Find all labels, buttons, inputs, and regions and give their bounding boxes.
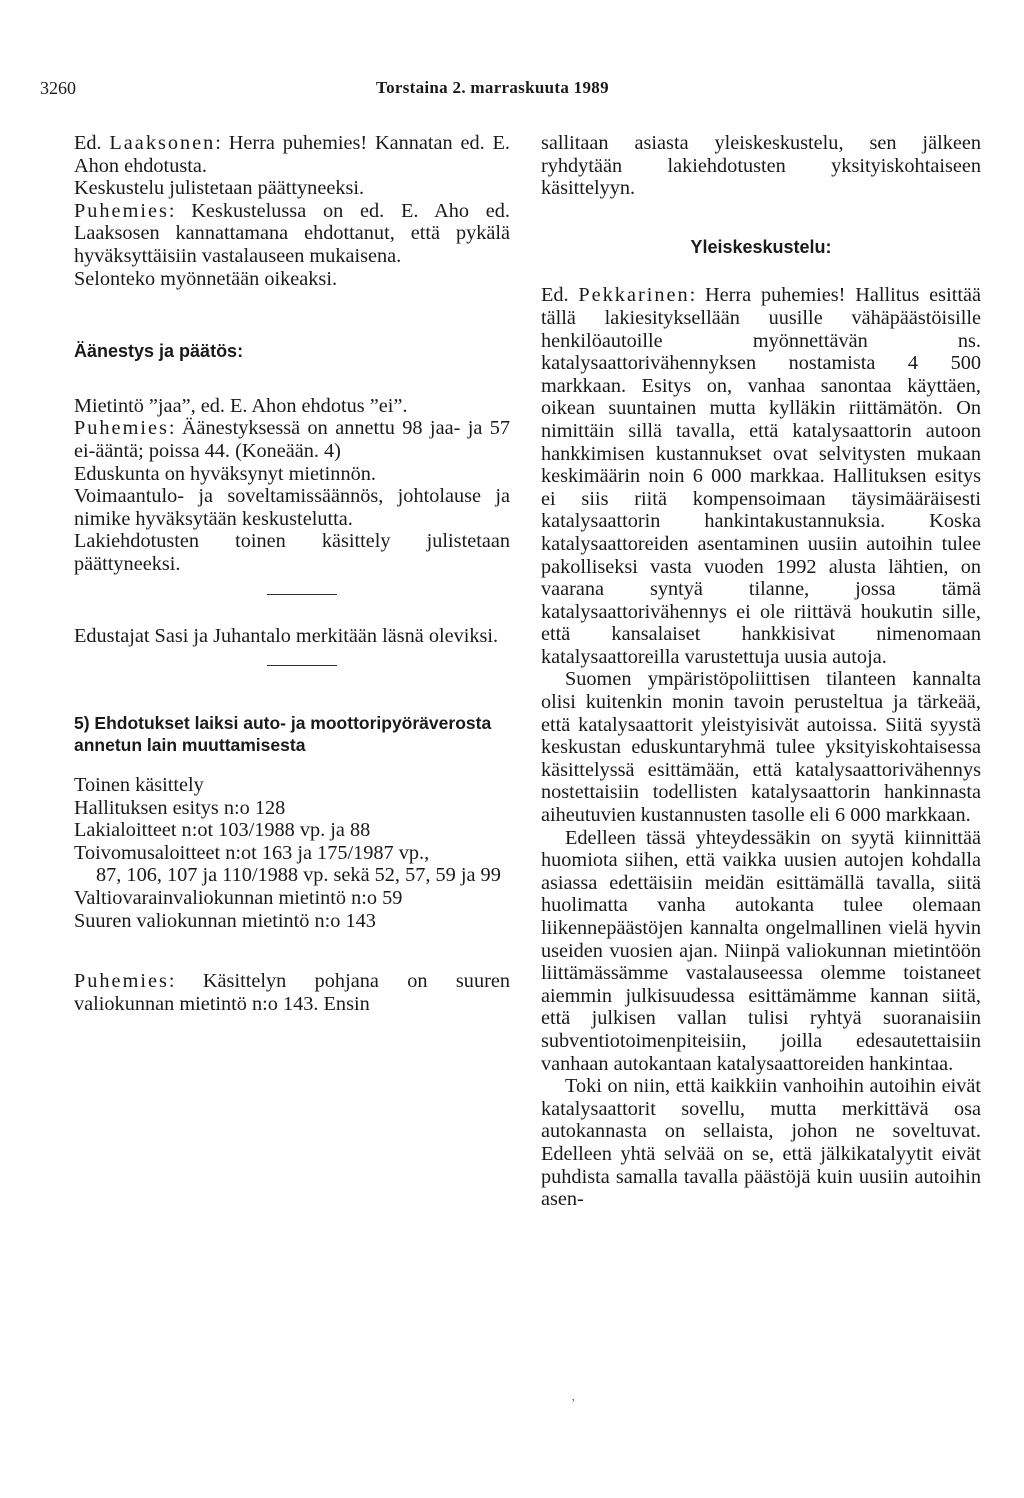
speaker-prefix: Ed. [541, 284, 569, 307]
speaker-name: Puhemies [74, 970, 169, 993]
speaker-name: Puhemies [74, 417, 169, 440]
section-title: 5) Ehdotukset laiksi auto- ja moottoripyöräverosta annetun lain muuttamisesta [74, 713, 492, 756]
left-column [74, 132, 510, 1015]
paragraph-text: : Herra puhemies! Kannatan ed. E. Ahon ehdotusta. [74, 132, 510, 177]
paragraph-speaker-summary [74, 200, 510, 268]
heading-vote: Äänestys ja päätös: [74, 341, 244, 362]
item-list [74, 774, 510, 932]
divider [267, 665, 337, 666]
stray-mark: , [572, 1392, 575, 1403]
list-item: Valtiovarainvaliokunnan mietintö n:o 59 [74, 887, 403, 910]
speaker-name: Pekkarinen [578, 284, 690, 307]
paragraph-report-approved: Selonteko myönnetään oikeaksi. [74, 267, 338, 290]
paragraph-text: : Keskustelussa on ed. E. Aho ed. Laaksosen kannattamana ehdottanut, että pykälä hyväksyttäisiin vastalauseen mukaisena. [74, 199, 510, 267]
paragraph-environment: Suomen ympäristöpoliittisen tilanteen kannalta olisi kuitenkin monin tavoin perusteltua ja tärkeää, että katalysaattorit yleistyisivät autoissa. Siitä syystä keskustan eduskuntaryhmä tulee yksityiskohtaisessa käsittelyssä esittämään, että katalysaattorivähennys nostettaisiin todellisten katalysaattorin hankinnasta aiheutuvien kustannusten tasolle eli 6 000 markkaan. [541, 668, 981, 827]
list-item: Hallituksen esitys n:o 128 [74, 796, 286, 819]
paragraph-vote-result [74, 417, 510, 462]
page-number: 3260 [40, 78, 76, 98]
list-item: Toivomusaloitteet n:ot 163 ja 175/1987 vp., [74, 841, 430, 864]
list-item: Suuren valiokunnan mietintö n:o 143 [74, 909, 376, 932]
paragraph-text: : Äänestyksessä on annettu 98 jaa- ja 57 ei-ääntä; poissa 44. (Koneään. 4) [74, 417, 510, 462]
list-item: Toinen käsittely [74, 774, 204, 797]
divider [267, 594, 337, 595]
paragraph-chair-statement [74, 970, 510, 1015]
paragraph-text: : Käsittelyn pohjana on suuren valiokunnan mietintö n:o 143. Ensin [74, 970, 510, 1015]
page-header [40, 78, 984, 102]
paragraph-effect-clause: Voimaantulo- ja soveltamissäännös, johtolause ja nimike hyväksytään keskustelutta. [74, 485, 510, 530]
heading-general-discussion: Yleiskeskustelu: [690, 236, 832, 257]
paragraph-approved: Eduskunta on hyväksynyt mietinnön. [74, 462, 376, 485]
paragraph-present-members: Edustajat Sasi ja Juhantalo merkitään läsnä oleviksi. [74, 624, 499, 647]
speaker-name: Laaksonen [109, 132, 216, 154]
paragraph-continuation: sallitaan asiasta yleiskeskustelu, sen jälkeen ryhdytään lakiehdotusten yksityiskohtaiseen käsittelyyn. [541, 132, 981, 200]
paragraph-discussion-closed: Keskustelu julistetaan päättyneeksi. [74, 177, 365, 200]
paragraph-laaksonen [74, 132, 510, 177]
list-item: Lakialoitteet n:ot 103/1988 vp. ja 88 [74, 819, 371, 842]
paragraph-second-reading: Lakiehdotusten toinen käsittely julistetaan päättyneeksi. [74, 530, 510, 575]
right-column [541, 132, 981, 1211]
paragraph-retrofit: Toki on niin, että kaikkiin vanhoihin autoihin eivät katalysaattorit sovellu, mutta merkittävä osa autokannasta on sellaista, johon ne soveltuvat. Edelleen yhtä selvää on se, että jälkikatalyytit eivät puhdista samalla tavalla päästöjä kuin uusiin autoihin asen- [541, 1075, 981, 1211]
paragraph-old-cars: Edelleen tässä yhteydessäkin on syytä kiinnittää huomiota siihen, että vaikka uusien autojen kohdalla asiassa edettäisiin meidän esittämällä tavalla, siitä huolimatta vanha autokanta tulee olemaan liikennepäästöjen kannalta ongelmallinen vielä hyvin useiden vuosien ajan. Niinpä valiokunnan mietintöön liittämässämme vastalauseessa olemme toistaneet aiemmin julkisuudessa esittämämme kannan siitä, että julkisen vallan tulisi ryhtyä suoranaisiin subventiotoimenpiteisiin, joilla edesautettaisiin vanhaan autokantaan katalysaattoreiden hankintaa. [541, 826, 981, 1075]
speaker-prefix: Ed. [74, 132, 102, 154]
paragraph-text: : Herra puhemies! Hallitus esittää tällä lakiesityksellään uusille vähäpäästöisille henkilöautoille myönnettävän ns. katalysaattorivähennyksen nostamista 4 500 markkaan. Esitys on, vanhaa sanontaa käyttäen, oikean suuntainen mutta kylläkin riittämätön. On nimittäin sillä tavalla, että katalysaattorin autoon hankkimisen kustannukset ovat selvitysten mukaan keskimäärin noin 6 000 markkaa. Hallituksen esitys ei siis riitä kompensoimaan täysimääräisesti katalysaattorin hankintakustannuksia. Koska katalysaattoreiden asentaminen uusiin autoihin tulee pakolliseksi vasta vuoden 1992 alusta lähtien, on vaarana syntyä tilanne, jossa tämä katalysaattorivähennys ei ole riittävä houkutin sille, että kansalaiset hankkisivat nimenomaan katalysaattoreilla varustettuja uusia autoja. [541, 284, 981, 668]
paragraph-vote-options: Mietintö ”jaa”, ed. E. Ahon ehdotus ”ei”. [74, 394, 408, 417]
list-item: 87, 106, 107 ja 110/1988 vp. sekä 52, 57, 59 ja 99 [96, 864, 501, 887]
speaker-name: Puhemies [74, 199, 169, 222]
running-title: Torstaina 2. marraskuuta 1989 [376, 78, 609, 97]
paragraph-pekkarinen [541, 284, 981, 668]
